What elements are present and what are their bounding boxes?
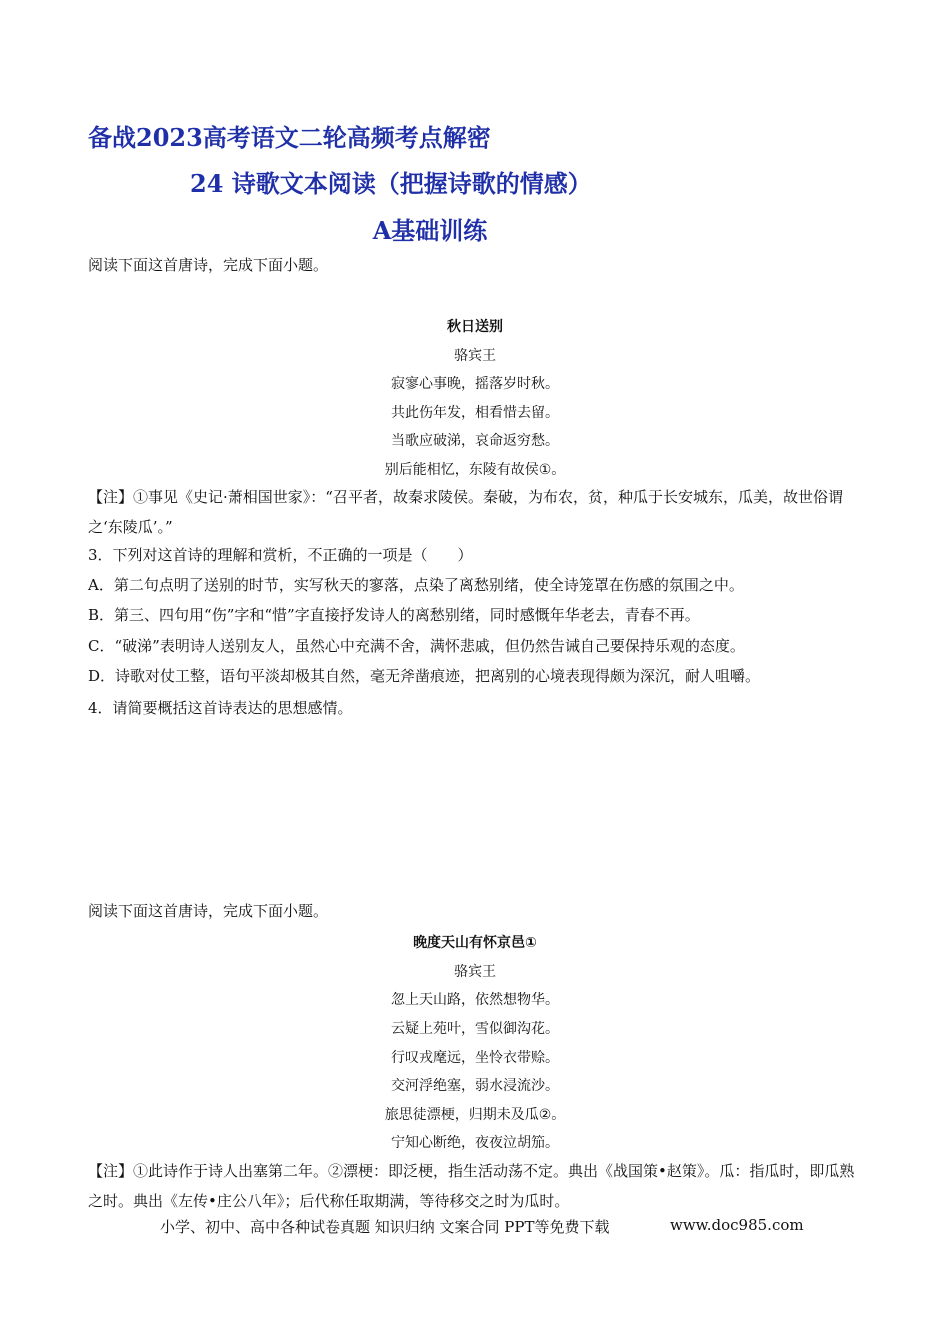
instruction-1: 阅读下面这首唐诗，完成下面小题。 [88,256,329,274]
poem-author-2: 骆宾王 [454,964,496,980]
poem-title-2: 晚度天山有怀京邑① [413,935,537,951]
option-b: B．第三、四句用“伤”字和“惜”字直接抒发诗人的离愁别绪，同时感慨年华老去，青春不再。 [88,606,700,624]
poem-line: 共此伤年发，相看惜去留。 [391,405,559,421]
option-c: C．“破涕”表明诗人送别友人，虽然心中充满不舍，满怀悲戚，但仍然告诫自己要保持乐观的态度。 [88,637,745,655]
poem-line: 别后能相忆，东陵有故侯①。 [384,462,566,478]
footer-url[interactable]: www.doc985.com [670,1216,804,1234]
poem-line: 寂寥心事晚，摇落岁时秋。 [391,376,559,392]
poem-line: 云疑上苑叶，雪似御沟花。 [391,1021,559,1037]
instruction-2: 阅读下面这首唐诗，完成下面小题。 [88,902,329,920]
note-2: 【注】①此诗作于诗人出塞第二年。②漂梗：即泛梗，指生活动荡不定。典出《战国策•赵策》。瓜：指瓜时，即瓜熟之时。典出《左传•庄公八年》；后代称任取期满，等待移交之时为瓜时。 [88,1162,855,1210]
poem-line: 宁知心断绝，夜夜泣胡笳。 [391,1135,559,1151]
poem-author-1: 骆宾王 [454,348,496,364]
option-d: D．诗歌对仗工整，语句平淡却极其自然，毫无斧凿痕迹，把离别的心境表现得颇为深沉，耐人咀嚼。 [88,667,761,685]
poem-line: 当歌应破涕，哀命返穷愁。 [391,433,559,449]
main-title: 备战2023高考语文二轮高频考点解密 [88,123,491,152]
poem-line: 交河浮绝塞，弱水浸流沙。 [391,1078,559,1094]
question-3: 3．下列对这首诗的理解和赏析，不正确的一项是（ ） [88,546,473,564]
sub-title: 24 诗歌文本阅读（把握诗歌的情感） [190,169,592,198]
question-4: 4．请简要概括这首诗表达的思想感情。 [88,699,353,717]
poem-line: 旅思徒漂梗，归期未及瓜②。 [384,1107,566,1123]
footer-text: 小学、初中、高中各种试卷真题 知识归纳 文案合同 PPT等免费下载 [160,1218,610,1236]
note-1: 【注】①事见《史记·萧相国世家》：“召平者，故秦求陵侯。秦破，为布农，贫，种瓜于长安城东，瓜美，故世俗谓之‘东陵瓜’。” [88,488,843,536]
option-a: A．第二句点明了送别的时节，实写秋天的寥落，点染了离愁别绪，使全诗笼罩在伤感的氛围之中。 [88,576,744,594]
poem-title-1: 秋日送别 [447,319,503,335]
poem-line: 行叹戎麾远，坐怜衣带赊。 [391,1050,559,1066]
section-title: A基础训练 [372,216,488,245]
poem-line: 忽上天山路，依然想物华。 [391,992,559,1008]
